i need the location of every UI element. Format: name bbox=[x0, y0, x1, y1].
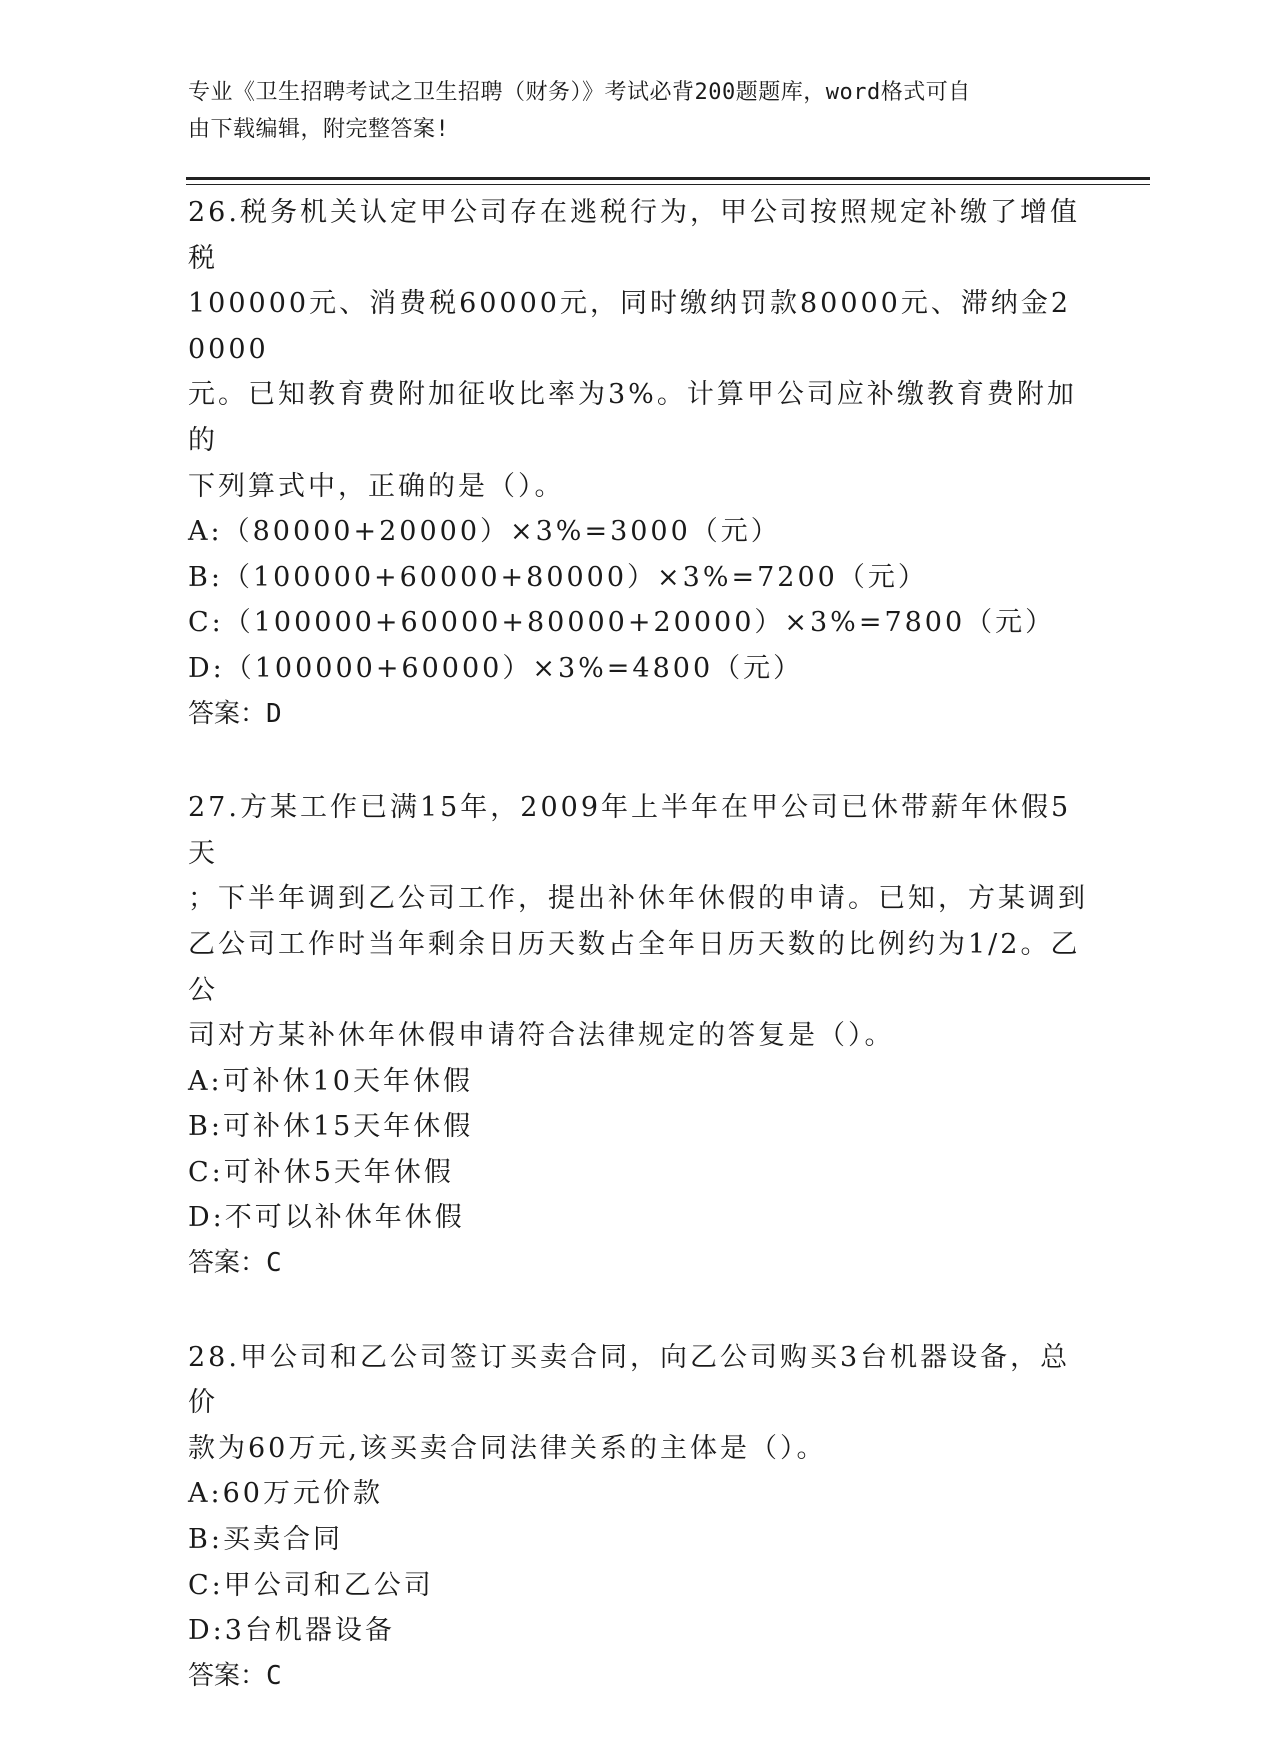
question-stem-line: 下列算式中，正确的是（）。 bbox=[188, 470, 565, 502]
question-list bbox=[188, 190, 1088, 1747]
option-a: A:可补休10天年休假 bbox=[188, 1065, 473, 1097]
option-b: B:买卖合同 bbox=[188, 1524, 343, 1556]
answer-line: 答案：C bbox=[188, 1248, 282, 1279]
question-stem-line: ；下半年调到乙公司工作，提出补休年休假的申请。已知，方某调到 bbox=[188, 883, 1088, 915]
header-divider-thin bbox=[186, 184, 1150, 185]
option-b: B:（100000+60000+80000）×3%=7200（元） bbox=[188, 561, 928, 593]
option-c: C:（100000+60000+80000+20000）×3%=7800（元） bbox=[188, 607, 1056, 639]
option-d: D:不可以补休年休假 bbox=[188, 1202, 465, 1234]
option-a: A:（80000+20000）×3%=3000（元） bbox=[188, 516, 781, 548]
question-26 bbox=[188, 190, 1088, 737]
question-stem-line: 100000元、消费税60000元，同时缴纳罚款80000元、滞纳金20000 bbox=[188, 288, 1072, 365]
option-d: D:（100000+60000）×3%=4800（元） bbox=[188, 652, 804, 684]
question-stem-line: 乙公司工作时当年剩余日历天数占全年日历天数的比例约为1/2。乙公 bbox=[188, 928, 1081, 1006]
header-note bbox=[188, 74, 1068, 148]
option-d: D:3台机器设备 bbox=[188, 1615, 395, 1647]
option-c: C:甲公司和乙公司 bbox=[188, 1569, 434, 1601]
answer-line: 答案：C bbox=[188, 1660, 282, 1691]
answer-line: 答案：D bbox=[188, 698, 282, 729]
question-28 bbox=[188, 1335, 1088, 1700]
option-b: B:可补休15天年休假 bbox=[188, 1111, 474, 1143]
question-stem-line: 28.甲公司和乙公司签订买卖合同，向乙公司购买3台机器设备，总价 bbox=[188, 1341, 1071, 1419]
question-stem-line: 司对方某补休年休假申请符合法律规定的答复是（）。 bbox=[188, 1020, 895, 1052]
header-line-2: 由下载编辑，附完整答案! bbox=[188, 117, 450, 142]
question-stem-line: 27.方某工作已满15年，2009年上半年在甲公司已休带薪年休假5天 bbox=[188, 792, 1072, 869]
option-a: A:60万元价款 bbox=[188, 1478, 383, 1510]
option-c: C:可补休5天年休假 bbox=[188, 1156, 454, 1188]
question-27 bbox=[188, 785, 1088, 1287]
header-line-1: 专业《卫生招聘考试之卫生招聘（财务）》考试必背200题题库，word格式可自 bbox=[188, 80, 971, 105]
question-stem-line: 元。已知教育费附加征收比率为3%。计算甲公司应补缴教育费附加的 bbox=[188, 379, 1077, 456]
question-stem-line: 26.税务机关认定甲公司存在逃税行为，甲公司按照规定补缴了增值税 bbox=[188, 197, 1080, 274]
header-divider-thick bbox=[186, 177, 1150, 180]
question-stem-line: 款为60万元,该买卖合同法律关系的主体是（）。 bbox=[188, 1432, 827, 1464]
